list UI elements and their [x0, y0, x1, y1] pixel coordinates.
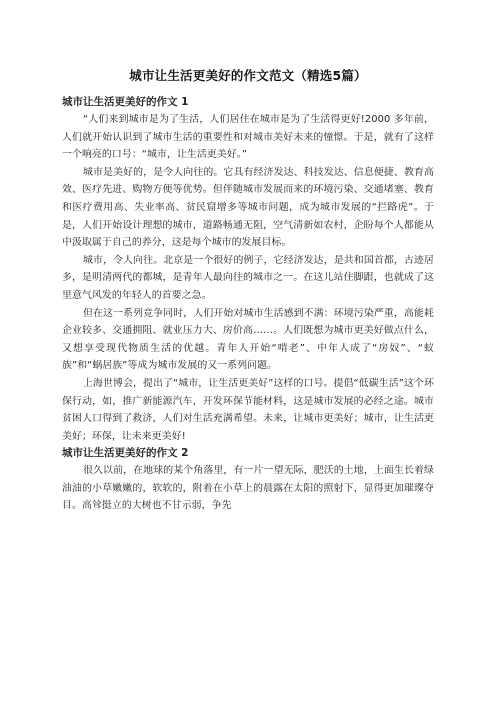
- document-title: 城市让生活更美好的作文范文（精选5篇）: [129, 68, 367, 83]
- paragraph: 但在这一系列竞争同时，人们开始对城市生活感到不满：环境污染严重，高能耗企业较多、交通拥阻、就业压力大、房价高……。人们既想为城市更美好做点什么，又想享受现代物质生活的优越。青年人开始“啃老”、中年人成了“房奴”、“蚁族”和“蜗居族”等成为城市发展的又一系列问题。: [62, 307, 434, 372]
- paragraph: 上海世博会，提出了“城市，让生活更美好”这样的口号。提倡“低碳生活”这个环保行动，如，推广新能源汽车，开发环保节能材料，这是城市发展的必经之途。城市贫困人口得到了救济，人们对生活充满希望。未来，让城市更美好；城市，让生活更美好；环保，让未来更美好!: [62, 377, 434, 442]
- paragraph: 很久以前，在地球的某个角落里，有一片一望无际，肥沃的土地，上面生长着绿油油的小草嫩嫩的，软软的，附着在小草上的晨露在太阳的照射下，显得更加璀璨夺目。高耸挺立的大树也不甘示弱，争先: [62, 465, 434, 512]
- document-body: [62, 94, 434, 515]
- paragraph: 城市，令人向往。北京是一个很好的例子，它经济发达，是共和国首都，古迹居多，是明清两代的都城，是青年人最向往的城市之一。在这儿站住脚跟，也就成了这里意气风发的年轻人的首要之急。: [62, 254, 434, 301]
- paragraph: 城市是美好的，是令人向往的。它具有经济发达、科技发达、信息便捷、教育高效、医疗先进、购物方便等优势。但伴随城市发展而来的环境污染、交通堵塞、教育和医疗费用高、失业率高、贫民窟增多等城市问题，成为城市发展的“拦路虎”。于是，人们开始设计理想的城市，道路畅通无阻，空气清新如农村，企盼每个人都能从中汲取属于自己的养分，这是每个城市的发展目标。: [62, 166, 434, 249]
- paragraph: “人们来到城市是为了生活，人们居住在城市是为了生活得更好!2000 多年前，人们就开始认识到了城市生活的重要性和对城市美好未来的憧憬。于是，就有了这样一个响亮的口号：“城市，让生活更美好。”: [62, 114, 434, 161]
- section-heading: 城市让生活更美好的作文 1: [62, 96, 189, 108]
- section-heading: 城市让生活更美好的作文 2: [62, 447, 189, 460]
